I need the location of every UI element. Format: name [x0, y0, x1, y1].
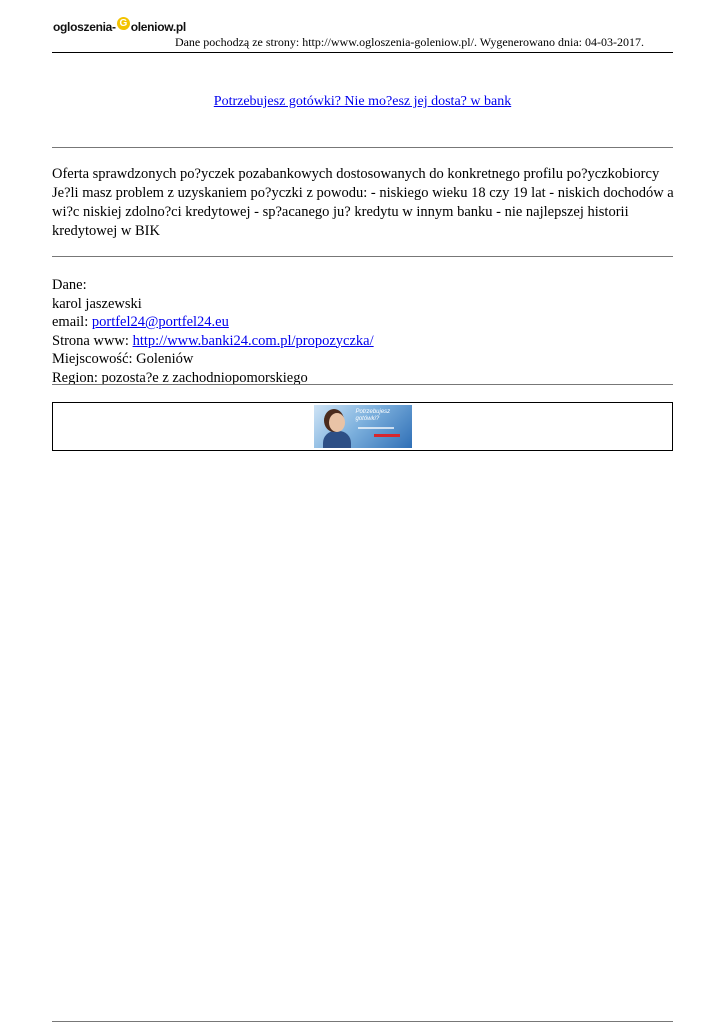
details-divider — [52, 384, 673, 385]
email-row — [52, 313, 673, 332]
city-label: Miejscowość: — [52, 351, 137, 367]
listing-image-box — [52, 402, 673, 451]
header-divider — [52, 52, 673, 53]
email-label: email: — [52, 314, 92, 330]
city-row — [52, 350, 673, 369]
contact-name: karol jaszewski — [52, 295, 142, 312]
www-label: Strona www: — [52, 332, 133, 349]
description-divider — [52, 256, 673, 257]
title-divider — [52, 147, 673, 148]
banner-red-bar — [374, 434, 400, 437]
logo-text-left: ogloszenia- — [53, 20, 116, 34]
source-info: Dane pochodzą ze strony: http://www.ogloszenia-goleniow.pl/. Wygenerowano dnia: 04-03-2017. — [174, 35, 644, 49]
details-heading: Dane: — [52, 277, 87, 293]
www-row — [52, 332, 673, 351]
www-link[interactable]: http://www.banki24.com.pl/propozyczka/ — [132, 332, 374, 349]
email-link[interactable]: portfel24@portfel24.eu — [91, 314, 229, 330]
logo-g-icon: G — [117, 17, 130, 30]
site-logo — [53, 16, 186, 34]
listing-banner-image[interactable] — [314, 405, 412, 448]
banner-line — [358, 427, 394, 429]
woman-photo-icon — [322, 411, 352, 448]
city-value: Goleniów — [136, 351, 194, 367]
contact-details — [52, 276, 673, 387]
banner-text: Potrzebujesz gotówki? — [355, 409, 391, 422]
logo-text-right: oleniow.pl — [130, 20, 186, 34]
listing-description: Oferta sprawdzonych po?yczek pozabankowych dostosowanych do konkretnego profilu po?yczkobiorcy Je?li masz problem z uzyskaniem po?yczki z powodu: - niskiego wieku 18 czy 19 lat - niskich dochodów a wi?c niskiej zdolno?ci kredytowej - sp?acanego ju? kredytu w innym banku - nie najlepszej historii kredytowej w BIK — [52, 166, 674, 239]
listing-title-link[interactable]: Potrzebujesz gotówki? Nie mo?esz jej dosta? w bank — [213, 94, 512, 109]
region-label: Region: — [52, 369, 102, 386]
region-value: pozosta?e z zachodniopomorskiego — [101, 369, 308, 386]
listing-title — [52, 94, 673, 110]
footer-divider — [52, 1021, 673, 1022]
